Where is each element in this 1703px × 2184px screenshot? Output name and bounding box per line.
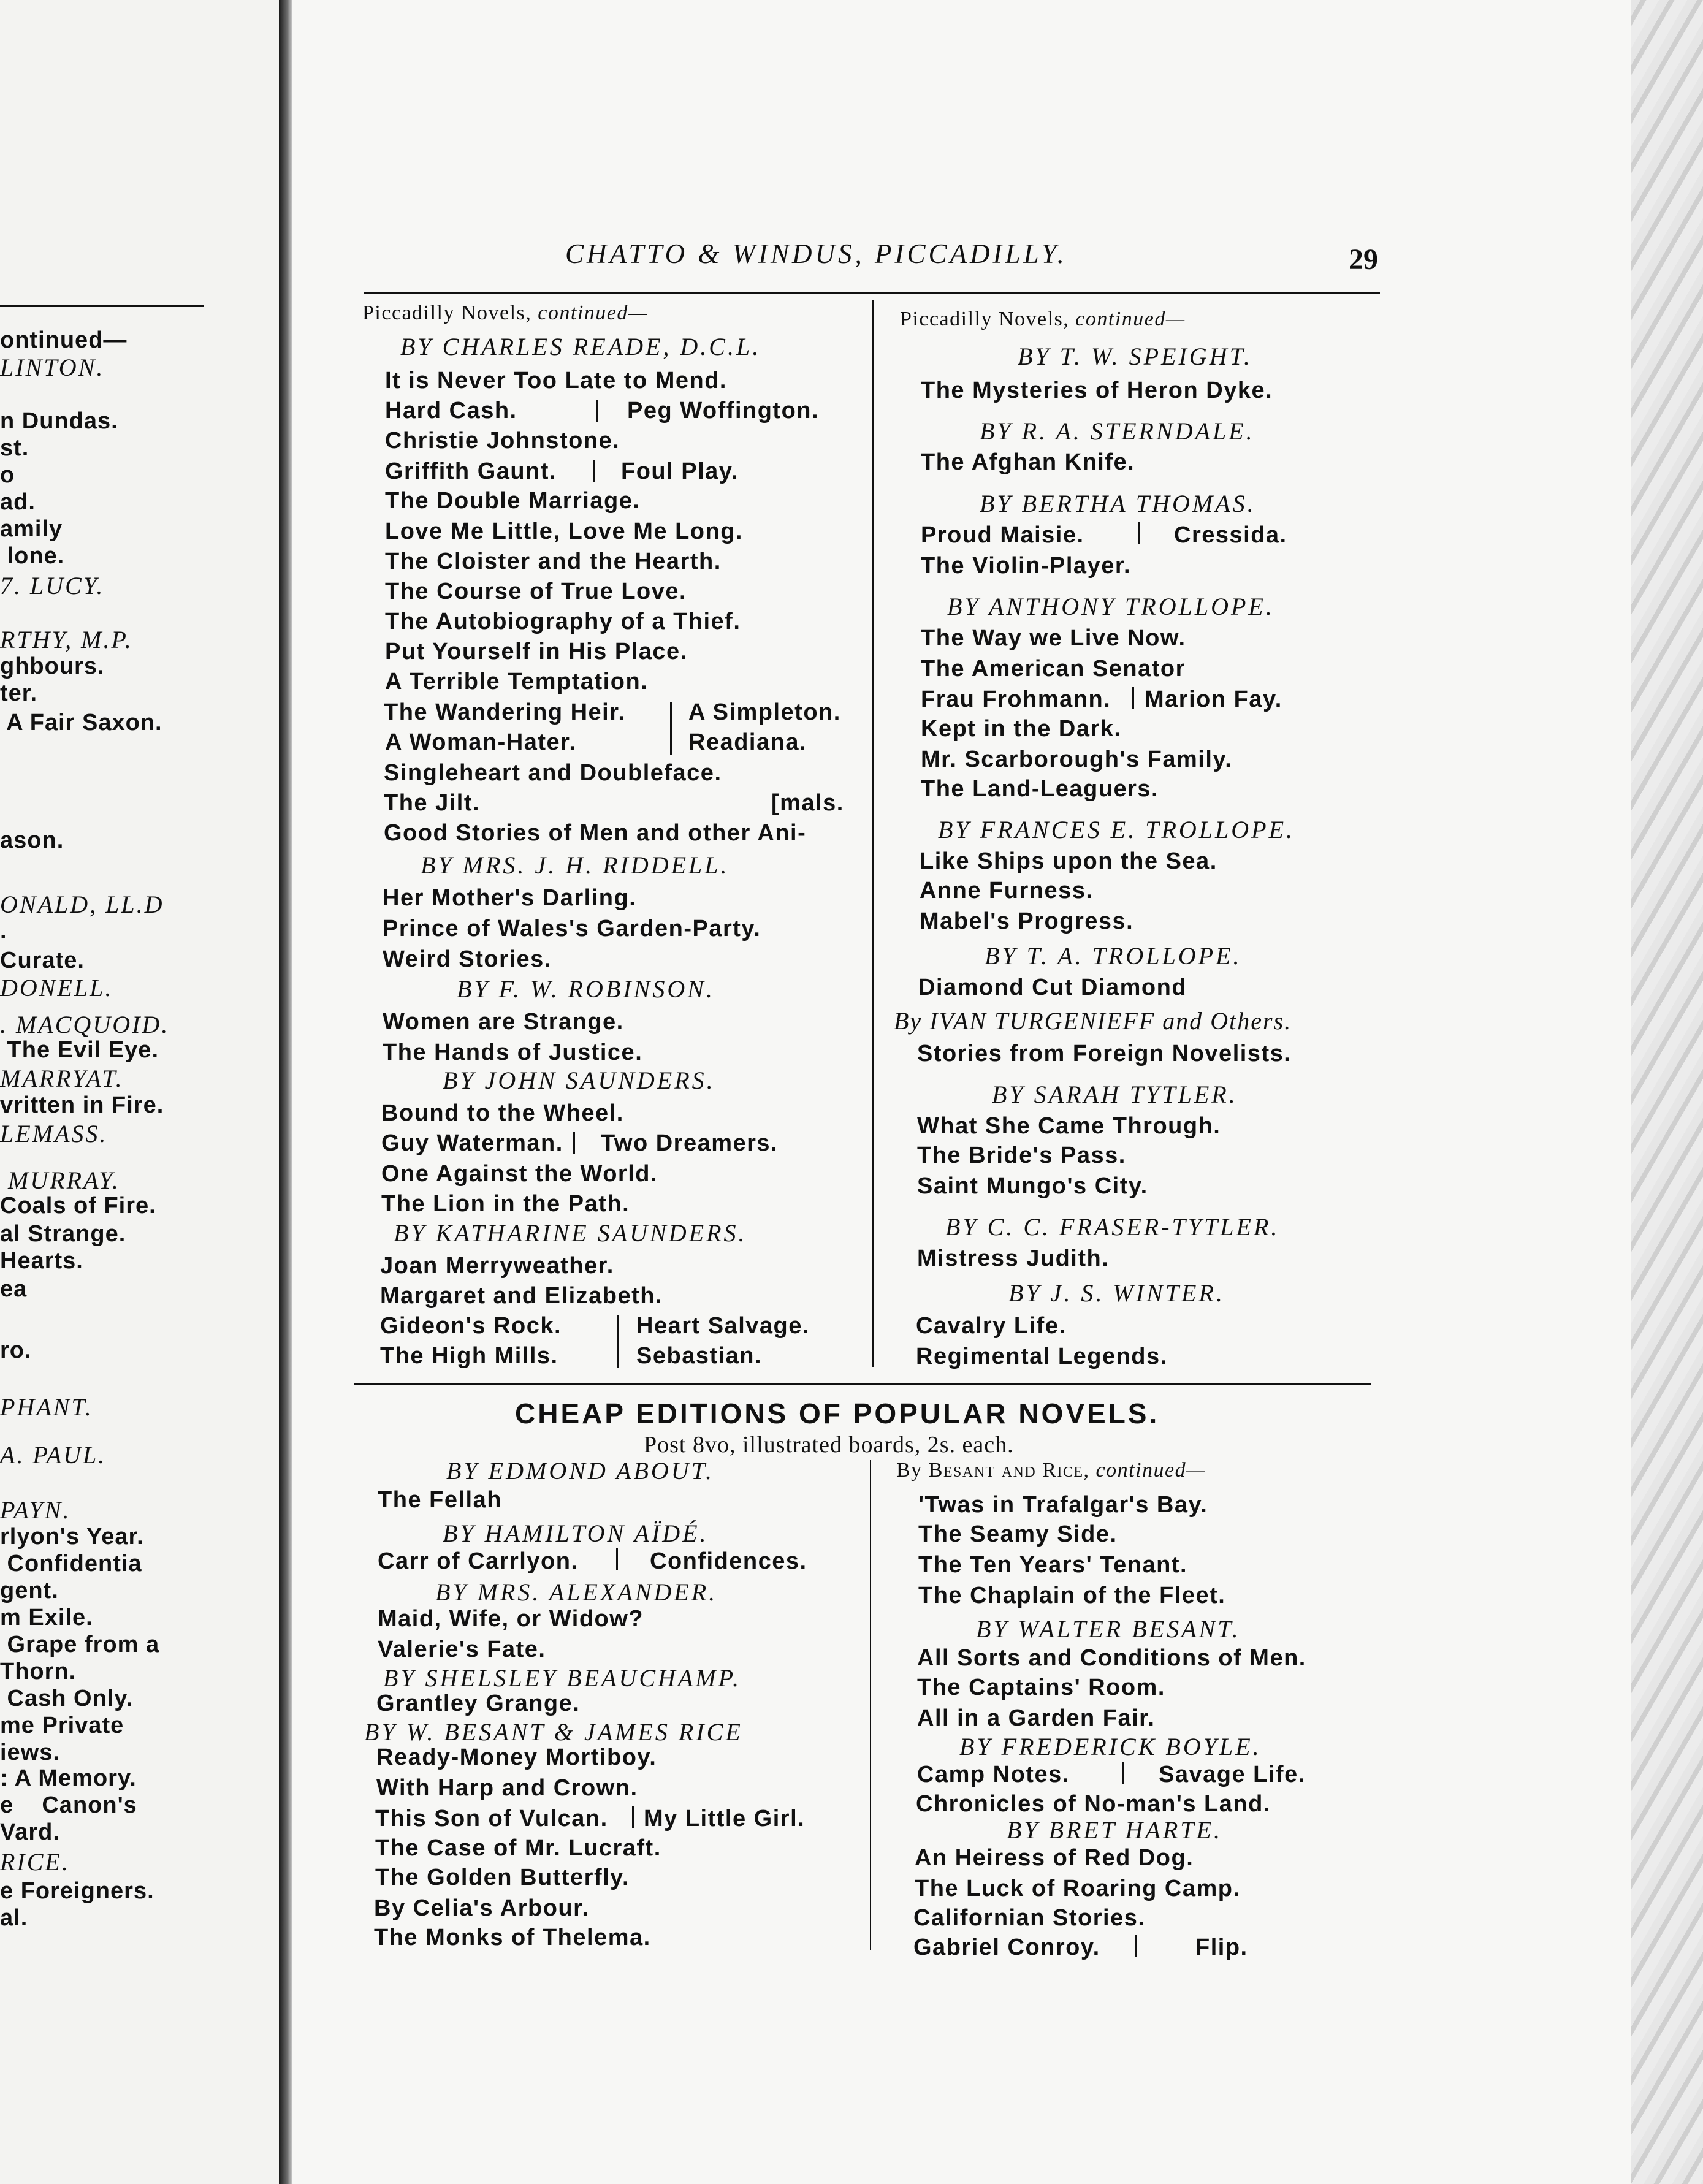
continued-by: By — [896, 1459, 923, 1482]
title-entry: Good Stories of Men and other Ani- — [384, 820, 807, 846]
separator-bar — [593, 460, 595, 482]
facing-page-line: st. — [0, 435, 29, 461]
author-heading: By IVAN TURGENIEFF and Others. — [894, 1007, 1292, 1035]
title-entry: Singleheart and Doubleface. — [384, 760, 722, 786]
title-entry: Californian Stories. — [913, 1905, 1146, 1931]
title-entry: All Sorts and Conditions of Men. — [917, 1645, 1306, 1671]
title-entry: The Golden Butterfly. — [375, 1865, 630, 1890]
title-entry: The Case of Mr. Lucraft. — [375, 1835, 661, 1861]
separator-bar — [1122, 1762, 1124, 1784]
title-entry: The Mysteries of Heron Dyke. — [921, 378, 1273, 403]
facing-page-line: al. — [0, 1905, 28, 1931]
author-heading: BY FREDERICK BOYLE. — [959, 1733, 1262, 1760]
facing-page-line: iews. — [0, 1740, 60, 1765]
facing-page-line: Cash Only. — [0, 1686, 134, 1711]
author-heading: BY SHELSLEY BEAUCHAMP. — [383, 1664, 741, 1692]
facing-page-line: DONELL. — [0, 974, 113, 1002]
title-entry: Heart Salvage. — [636, 1313, 810, 1339]
column-divider-bottom — [870, 1460, 871, 1950]
separator-bar — [573, 1132, 575, 1154]
author-heading: BY HAMILTON AÏDÉ. — [443, 1520, 709, 1547]
title-entry: Cavalry Life. — [916, 1313, 1067, 1339]
title-entry: Cressida. — [1174, 522, 1287, 548]
author-heading: BY CHARLES READE, D.C.L. — [400, 333, 761, 360]
facing-page-line: ontinued— — [0, 327, 128, 353]
title-entry: Weird Stories. — [383, 946, 552, 972]
author-heading: BY SARAH TYTLER. — [992, 1081, 1238, 1108]
title-entry: Love Me Little, Love Me Long. — [385, 519, 743, 544]
separator-bar — [1132, 687, 1134, 709]
facing-page-line: Curate. — [0, 948, 85, 973]
title-entry: The Cloister and the Hearth. — [385, 549, 722, 574]
title-entry: Hard Cash. — [385, 398, 517, 424]
author-heading: BY WALTER BESANT. — [976, 1615, 1241, 1643]
title-entry: Women are Strange. — [383, 1009, 624, 1035]
title-entry: What She Came Through. — [917, 1113, 1221, 1139]
title-entry: One Against the World. — [381, 1161, 658, 1187]
title-entry: The High Mills. — [380, 1343, 558, 1369]
facing-page-line: ea — [0, 1276, 28, 1302]
title-entry: Savage Life. — [1159, 1762, 1306, 1787]
facing-page-line: ter. — [0, 680, 38, 706]
separator-bar — [617, 1315, 619, 1368]
title-entry: Confidences. — [650, 1548, 807, 1574]
facing-page-line: o — [0, 462, 15, 488]
title-entry: Foul Play. — [621, 458, 739, 484]
facing-page-line: e Canon's — [0, 1792, 137, 1818]
title-entry: Camp Notes. — [917, 1762, 1070, 1787]
author-heading: BY JOHN SAUNDERS. — [443, 1067, 715, 1094]
facing-page-line: Vard. — [0, 1819, 60, 1845]
title-entry: Maid, Wife, or Widow? — [378, 1606, 644, 1632]
separator-bar — [616, 1548, 618, 1570]
author-heading: BY T. A. TROLLOPE. — [985, 942, 1242, 970]
title-entry: The Course of True Love. — [385, 579, 687, 604]
title-entry: Kept in the Dark. — [921, 716, 1122, 742]
title-entry: Griffith Gaunt. — [385, 458, 557, 484]
title-entry: Marion Fay. — [1145, 687, 1282, 712]
facing-page-line: LEMASS. — [0, 1120, 108, 1147]
section-heading: CHEAP EDITIONS OF POPULAR NOVELS. — [515, 1398, 1160, 1429]
title-entry: This Son of Vulcan. — [375, 1806, 608, 1832]
title-entry: The Chaplain of the Fleet. — [918, 1583, 1226, 1608]
title-entry: The Ten Years' Tenant. — [918, 1552, 1188, 1578]
title-entry: Mistress Judith. — [917, 1246, 1110, 1271]
facing-page-line: . — [0, 918, 7, 944]
title-entry: Put Yourself in His Place. — [385, 639, 688, 664]
title-entry: The Hands of Justice. — [383, 1040, 643, 1065]
title-entry: A Terrible Temptation. — [385, 669, 649, 694]
author-heading: BY J. S. WINTER. — [1008, 1279, 1225, 1307]
author-heading: BY R. A. STERNDALE. — [980, 417, 1255, 445]
title-entry: My Little Girl. — [644, 1806, 806, 1832]
author-heading: BY KATHARINE SAUNDERS. — [394, 1219, 747, 1247]
continued-label: continued— — [1095, 1459, 1206, 1482]
title-entry: Mabel's Progress. — [920, 908, 1134, 934]
facing-page-line: ro. — [0, 1337, 32, 1363]
author-heading: BY C. C. FRASER-TYTLER. — [945, 1213, 1280, 1241]
title-entry: Gabriel Conroy. — [913, 1935, 1100, 1960]
facing-page-line: n Dundas. — [0, 408, 118, 434]
title-entry: The Violin-Player. — [921, 553, 1132, 579]
title-entry: The American Senator — [921, 656, 1186, 682]
facing-page-line: me Private — [0, 1713, 124, 1738]
column-divider-top — [872, 300, 874, 1367]
separator-bar — [1138, 522, 1140, 544]
facing-page-line: MURRAY. — [0, 1166, 120, 1194]
title-entry: By Celia's Arbour. — [374, 1895, 590, 1921]
title-entry: Prince of Wales's Garden-Party. — [383, 916, 761, 942]
author-heading: BY EDMOND ABOUT. — [446, 1457, 714, 1485]
title-entry: Peg Woffington. — [627, 398, 820, 424]
title-entry: It is Never Too Late to Mend. — [385, 368, 727, 394]
separator-bar — [632, 1806, 634, 1828]
title-entry: Gideon's Rock. — [380, 1313, 562, 1339]
facing-page-line: Hearts. — [0, 1248, 83, 1274]
title-entry: Carr of Carrlyon. — [378, 1548, 579, 1574]
facing-page-line: ason. — [0, 828, 64, 853]
facing-page-line: ad. — [0, 489, 36, 515]
header-rule — [364, 292, 1380, 294]
facing-page-line: Thorn. — [0, 1659, 77, 1684]
facing-page-line: rlyon's Year. — [0, 1524, 144, 1550]
series-heading — [896, 1460, 1206, 1481]
author-heading: BY BRET HARTE. — [1007, 1816, 1222, 1844]
facing-page-line: LINTON. — [0, 354, 105, 381]
separator-bar — [596, 400, 598, 422]
author-heading: BY T. W. SPEIGHT. — [1018, 343, 1252, 370]
title-entry: Diamond Cut Diamond — [918, 975, 1187, 1000]
title-entry: A Simpleton. — [688, 699, 841, 725]
facing-page-line: lone. — [0, 543, 65, 569]
title-entry: Frau Frohmann. — [921, 687, 1111, 712]
title-entry: Her Mother's Darling. — [383, 885, 637, 911]
title-entry: Ready-Money Mortiboy. — [376, 1745, 657, 1770]
facing-page-line: ONALD, LL.D — [0, 891, 164, 918]
title-entry: The Captains' Room. — [917, 1675, 1165, 1700]
series-name: Piccadilly Novels, — [900, 308, 1070, 330]
facing-page-line: vritten in Fire. — [0, 1092, 164, 1118]
series-name: Piccadilly Novels, — [362, 302, 532, 324]
title-entry: Anne Furness. — [920, 878, 1094, 904]
facing-page-line: : A Memory. — [0, 1765, 137, 1791]
separator-bar — [1135, 1935, 1137, 1957]
author-heading: BY F. W. ROBINSON. — [457, 975, 715, 1003]
section-rule — [354, 1383, 1371, 1385]
running-head: CHATTO & WINDUS, PICCADILLY. — [565, 238, 1067, 269]
title-entry: All in a Garden Fair. — [917, 1705, 1156, 1731]
title-entry: The Wandering Heir. — [384, 699, 626, 725]
facing-page-line: Grape from a — [0, 1632, 160, 1657]
facing-page-line: ghbours. — [0, 653, 105, 679]
continued-label: continued— — [1075, 308, 1186, 330]
facing-page-line: RICE. — [0, 1848, 70, 1876]
facing-page-line: al Strange. — [0, 1221, 126, 1247]
author-heading: BY ANTHONY TROLLOPE. — [947, 593, 1274, 620]
title-entry: Regimental Legends. — [916, 1344, 1168, 1369]
title-entry: [mals. — [771, 790, 844, 816]
separator-bar — [670, 702, 672, 755]
facing-page-line: A. PAUL. — [0, 1441, 107, 1469]
continued-authors: Besant and Rice, — [928, 1459, 1090, 1482]
title-entry: Sebastian. — [636, 1343, 763, 1369]
facing-page-line: 7. LUCY. — [0, 572, 105, 599]
title-entry: The Jilt. — [384, 790, 481, 816]
title-entry: The Double Marriage. — [385, 488, 641, 514]
facing-page-line: PAYN. — [0, 1496, 71, 1524]
facing-page-line: amily — [0, 516, 63, 542]
facing-page-line: e Foreigners. — [0, 1878, 154, 1904]
title-entry: Valerie's Fate. — [378, 1637, 546, 1662]
title-entry: The Land-Leaguers. — [921, 776, 1159, 802]
title-entry: The Seamy Side. — [918, 1521, 1118, 1547]
author-heading: BY W. BESANT & JAMES RICE — [364, 1718, 743, 1746]
facing-page-line: A Fair Saxon. — [0, 710, 162, 736]
left-page-rule — [0, 305, 204, 307]
author-heading: BY BERTHA THOMAS. — [980, 490, 1256, 517]
title-entry: Margaret and Elizabeth. — [380, 1283, 663, 1309]
title-entry: Guy Waterman. — [381, 1130, 563, 1156]
title-entry: Two Dreamers. — [601, 1130, 779, 1156]
author-heading: BY MRS. ALEXANDER. — [435, 1578, 718, 1606]
title-entry: The Fellah — [378, 1487, 502, 1513]
title-entry: With Harp and Crown. — [376, 1775, 638, 1801]
title-entry: Christie Johnstone. — [385, 428, 620, 454]
title-entry: Stories from Foreign Novelists. — [917, 1041, 1292, 1067]
facing-page-line: Confidentia — [0, 1551, 142, 1577]
title-entry: Mr. Scarborough's Family. — [921, 747, 1233, 772]
title-entry: Flip. — [1195, 1935, 1248, 1960]
author-heading: BY FRANCES E. TROLLOPE. — [938, 816, 1295, 843]
facing-page-line: Coals of Fire. — [0, 1193, 156, 1219]
title-entry: 'Twas in Trafalgar's Bay. — [918, 1492, 1208, 1518]
title-entry: The Way we Live Now. — [921, 625, 1186, 651]
title-entry: A Woman-Hater. — [385, 729, 577, 755]
continued-label: continued— — [538, 302, 648, 324]
title-entry: Bound to the Wheel. — [381, 1100, 624, 1126]
title-entry: Like Ships upon the Sea. — [920, 848, 1217, 874]
facing-page-line: . MACQUOID. — [0, 1011, 170, 1038]
book-gutter — [279, 0, 292, 2184]
author-heading: BY MRS. J. H. RIDDELL. — [421, 851, 730, 879]
facing-page-line: gent. — [0, 1578, 59, 1604]
title-entry: The Lion in the Path. — [381, 1191, 630, 1217]
title-entry: Grantley Grange. — [376, 1691, 581, 1716]
facing-page-line: The Evil Eye. — [0, 1037, 159, 1063]
title-entry: The Autobiography of a Thief. — [385, 609, 741, 634]
section-subheading: Post 8vo, illustrated boards, 2s. each. — [644, 1432, 1014, 1458]
series-heading — [362, 303, 648, 324]
title-entry: Chronicles of No-man's Land. — [916, 1791, 1271, 1817]
title-entry: Proud Maisie. — [921, 522, 1084, 548]
title-entry: The Monks of Thelema. — [374, 1925, 651, 1950]
facing-page-line: PHANT. — [0, 1393, 93, 1421]
title-entry: Readiana. — [688, 729, 807, 755]
title-entry: Joan Merryweather. — [380, 1253, 614, 1279]
title-entry: The Bride's Pass. — [917, 1143, 1126, 1168]
title-entry: The Luck of Roaring Camp. — [915, 1876, 1241, 1901]
page-number: 29 — [1349, 243, 1378, 276]
title-entry: The Afghan Knife. — [921, 449, 1135, 475]
facing-page-line: MARRYAT. — [0, 1065, 124, 1092]
title-entry: An Heiress of Red Dog. — [915, 1845, 1194, 1871]
title-entry: Saint Mungo's City. — [917, 1173, 1148, 1199]
page-edge-texture — [1631, 0, 1703, 2184]
series-heading — [900, 309, 1186, 330]
facing-page-line: m Exile. — [0, 1605, 93, 1630]
facing-page-line: RTHY, M.P. — [0, 626, 133, 653]
